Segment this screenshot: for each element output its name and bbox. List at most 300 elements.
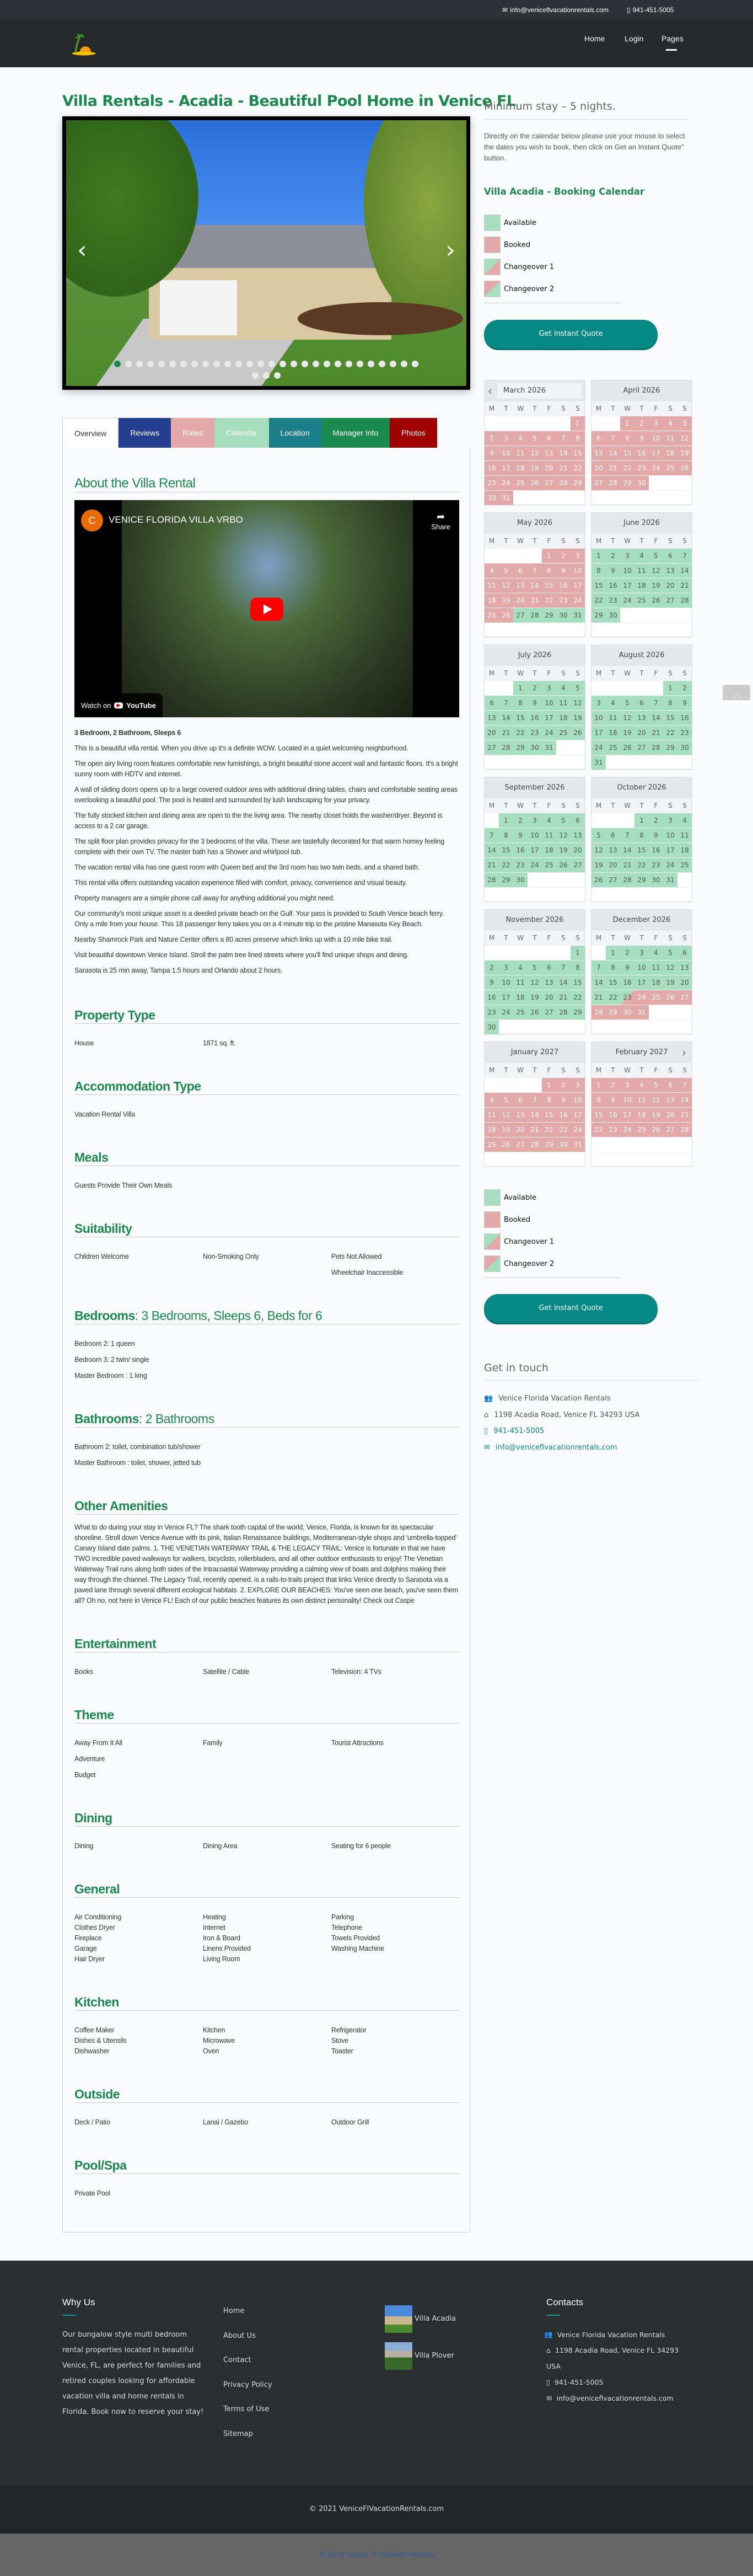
- calendar-day[interactable]: 16: [556, 1108, 571, 1123]
- calendar-day[interactable]: 29: [513, 740, 528, 755]
- calendar-day[interactable]: 31: [591, 755, 606, 770]
- calendar-day[interactable]: 8: [499, 828, 513, 843]
- calendar-day[interactable]: 14: [499, 711, 513, 726]
- calendar-day[interactable]: 22: [571, 990, 585, 1005]
- tab-manager-info[interactable]: Manager Info: [321, 418, 390, 448]
- calendar-day[interactable]: 7: [677, 549, 692, 564]
- calendar-day[interactable]: 3: [649, 416, 663, 431]
- calendar-day[interactable]: 2: [620, 946, 634, 960]
- calendar-day[interactable]: 17: [571, 1108, 585, 1123]
- calendar-day[interactable]: 26: [528, 476, 542, 491]
- calendar-day[interactable]: 17: [634, 975, 649, 990]
- calendar-day[interactable]: 20: [634, 726, 649, 740]
- gallery-dot[interactable]: [147, 361, 154, 367]
- gallery-dot[interactable]: [191, 361, 198, 367]
- calendar-day[interactable]: 20: [677, 975, 692, 990]
- bottom-copyright-link[interactable]: © 2026 Venice Fl Vacation Rentals: [0, 2534, 753, 2576]
- footer-link-sitemap[interactable]: Sitemap: [223, 2426, 368, 2451]
- calendar-day[interactable]: 4: [649, 946, 663, 960]
- calendar-day[interactable]: 10: [499, 975, 513, 990]
- calendar-day[interactable]: 21: [649, 726, 663, 740]
- calendar-day[interactable]: 30: [606, 608, 620, 623]
- calendar-day[interactable]: 9: [485, 446, 499, 461]
- calendar-day[interactable]: 3: [571, 549, 585, 564]
- calendar-day[interactable]: 1: [571, 946, 585, 960]
- calendar-day[interactable]: 24: [499, 476, 513, 491]
- gallery-dot[interactable]: [313, 361, 319, 367]
- calendar-day[interactable]: 9: [513, 828, 528, 843]
- tab-calendar[interactable]: Calendar: [214, 418, 269, 448]
- calendar-day[interactable]: 12: [620, 711, 634, 726]
- calendar-day[interactable]: 17: [620, 1108, 634, 1123]
- calendar-day[interactable]: 8: [513, 696, 528, 711]
- calendar-day[interactable]: 31: [571, 608, 585, 623]
- calendar-day[interactable]: 30: [649, 873, 663, 888]
- calendar-day[interactable]: 5: [528, 431, 542, 446]
- calendar-day[interactable]: 27: [571, 858, 585, 873]
- calendar-day[interactable]: 21: [677, 578, 692, 593]
- calendar-day[interactable]: 1: [542, 1078, 556, 1093]
- calendar-day[interactable]: 26: [663, 990, 677, 1005]
- calendar-day[interactable]: 28: [528, 608, 542, 623]
- calendar-day[interactable]: 15: [663, 711, 677, 726]
- calendar-day[interactable]: 4: [634, 549, 649, 564]
- footer-villa-link[interactable]: [385, 2301, 530, 2337]
- calendar-day[interactable]: 5: [556, 813, 571, 828]
- calendar-day[interactable]: 25: [677, 858, 692, 873]
- calendar-day[interactable]: 18: [606, 726, 620, 740]
- calendar-day[interactable]: 19: [663, 975, 677, 990]
- calendar-day[interactable]: 9: [634, 431, 649, 446]
- calendar-day[interactable]: 5: [499, 564, 513, 578]
- calendar-day[interactable]: 26: [499, 1137, 513, 1152]
- calendar-day[interactable]: 20: [663, 1108, 677, 1123]
- calendar-day[interactable]: 8: [634, 828, 649, 843]
- calendar-day[interactable]: 26: [571, 726, 585, 740]
- calendar-day[interactable]: 26: [649, 1123, 663, 1137]
- calendar-day[interactable]: 11: [663, 431, 677, 446]
- calendar-day[interactable]: 15: [634, 843, 649, 858]
- calendar-day[interactable]: 14: [591, 975, 606, 990]
- gallery-dot[interactable]: [257, 361, 264, 367]
- calendar-day[interactable]: 19: [528, 990, 542, 1005]
- footer-email-link[interactable]: ✉ info@veniceflvacationrentals.com: [546, 2394, 674, 2402]
- calendar-day[interactable]: 11: [634, 564, 649, 578]
- calendar-day[interactable]: 25: [606, 740, 620, 755]
- calendar-day[interactable]: 28: [677, 593, 692, 608]
- calendar-day[interactable]: 22: [634, 858, 649, 873]
- calendar-day[interactable]: 22: [542, 1123, 556, 1137]
- calendar-day[interactable]: 18: [634, 1108, 649, 1123]
- calendar-day[interactable]: 22: [542, 593, 556, 608]
- calendar-day[interactable]: 30: [620, 1005, 634, 1020]
- calendar-day[interactable]: 23: [556, 593, 571, 608]
- calendar-day[interactable]: 7: [649, 696, 663, 711]
- calendar-day[interactable]: 18: [542, 843, 556, 858]
- calendar-day[interactable]: 13: [663, 1093, 677, 1108]
- calendar-day[interactable]: 10: [620, 1093, 634, 1108]
- calendar-day[interactable]: 28: [649, 740, 663, 755]
- calendar-day[interactable]: 22: [571, 461, 585, 476]
- calendar-day[interactable]: 3: [620, 549, 634, 564]
- palm-island-logo[interactable]: [63, 34, 98, 56]
- calendar-day[interactable]: 31: [571, 1137, 585, 1152]
- calendar-day[interactable]: 30: [556, 1137, 571, 1152]
- calendar-day[interactable]: 24: [571, 593, 585, 608]
- calendar-day[interactable]: 12: [649, 1093, 663, 1108]
- calendar-day[interactable]: 6: [485, 696, 499, 711]
- calendar-day[interactable]: 7: [677, 1078, 692, 1093]
- calendar-day[interactable]: 9: [606, 564, 620, 578]
- calendar-day[interactable]: 1: [542, 549, 556, 564]
- gallery-dot[interactable]: [291, 361, 297, 367]
- calendar-day[interactable]: 29: [663, 740, 677, 755]
- calendar-day[interactable]: 31: [663, 873, 677, 888]
- gallery-dot[interactable]: [368, 361, 374, 367]
- calendar-day[interactable]: 3: [528, 813, 542, 828]
- calendar-day[interactable]: 16: [677, 711, 692, 726]
- play-button[interactable]: [250, 598, 283, 621]
- calendar-day[interactable]: 10: [571, 1093, 585, 1108]
- topbar-email-link[interactable]: ✉ info@veniceflvacationrentals.com: [502, 6, 609, 14]
- calendar-day[interactable]: 15: [571, 446, 585, 461]
- gallery-dot[interactable]: [180, 361, 187, 367]
- next-month-arrow-icon[interactable]: ›: [682, 1046, 686, 1059]
- calendar-day[interactable]: 27: [634, 740, 649, 755]
- calendar-day[interactable]: 2: [485, 431, 499, 446]
- calendar-day[interactable]: 13: [542, 446, 556, 461]
- calendar-day[interactable]: 7: [499, 696, 513, 711]
- calendar-day[interactable]: 5: [499, 1093, 513, 1108]
- gallery-dot[interactable]: [335, 361, 341, 367]
- calendar-day[interactable]: 26: [620, 740, 634, 755]
- gallery-dot[interactable]: [252, 372, 259, 379]
- calendar-day[interactable]: 6: [591, 431, 606, 446]
- calendar-day[interactable]: 6: [663, 549, 677, 564]
- calendar-day[interactable]: 2: [677, 681, 692, 696]
- gallery-dot[interactable]: [401, 361, 407, 367]
- calendar-day[interactable]: 27: [663, 1123, 677, 1137]
- calendar-day[interactable]: 8: [620, 431, 634, 446]
- calendar-day[interactable]: 20: [606, 858, 620, 873]
- gallery-prev-arrow[interactable]: ‹: [77, 236, 87, 264]
- calendar-day[interactable]: 24: [499, 1005, 513, 1020]
- calendar-day[interactable]: 30: [634, 476, 649, 491]
- calendar-day[interactable]: 30: [528, 740, 542, 755]
- calendar-day[interactable]: 16: [620, 975, 634, 990]
- gallery-dot[interactable]: [302, 361, 308, 367]
- calendar-day[interactable]: 24: [634, 990, 649, 1005]
- calendar-day[interactable]: 14: [649, 711, 663, 726]
- gallery-dot[interactable]: [246, 361, 253, 367]
- contact-email-link[interactable]: ✉ info@veniceflvacationrentals.com: [484, 1443, 617, 1452]
- gallery-dot[interactable]: [114, 361, 121, 367]
- calendar-day[interactable]: 2: [649, 813, 663, 828]
- calendar-day[interactable]: 21: [677, 1108, 692, 1123]
- calendar-day[interactable]: 10: [634, 960, 649, 975]
- calendar-day[interactable]: 8: [663, 696, 677, 711]
- calendar-day[interactable]: 11: [513, 446, 528, 461]
- calendar-day[interactable]: 15: [606, 975, 620, 990]
- gallery-dot[interactable]: [346, 361, 352, 367]
- calendar-day[interactable]: 25: [513, 476, 528, 491]
- calendar-day[interactable]: 28: [606, 476, 620, 491]
- calendar-day[interactable]: 19: [649, 1108, 663, 1123]
- calendar-day[interactable]: 20: [513, 593, 528, 608]
- calendar-day[interactable]: 27: [606, 873, 620, 888]
- calendar-day[interactable]: 25: [649, 990, 663, 1005]
- calendar-day[interactable]: 8: [571, 431, 585, 446]
- calendar-day[interactable]: 26: [499, 608, 513, 623]
- calendar-day[interactable]: 22: [663, 726, 677, 740]
- calendar-day[interactable]: 27: [513, 608, 528, 623]
- calendar-day[interactable]: 28: [556, 1005, 571, 1020]
- calendar-day[interactable]: 15: [542, 578, 556, 593]
- calendar-day[interactable]: 7: [620, 828, 634, 843]
- calendar-day[interactable]: 4: [606, 696, 620, 711]
- calendar-day[interactable]: 6: [513, 564, 528, 578]
- calendar-day[interactable]: 12: [499, 578, 513, 593]
- calendar-day[interactable]: 12: [677, 431, 692, 446]
- calendar-day[interactable]: 10: [499, 446, 513, 461]
- calendar-day[interactable]: 3: [499, 431, 513, 446]
- tab-reviews[interactable]: Reviews: [119, 418, 171, 448]
- calendar-day[interactable]: 14: [485, 843, 499, 858]
- contact-phone-link[interactable]: ▯ 941-451-5005: [484, 1427, 545, 1436]
- calendar-day[interactable]: 17: [499, 990, 513, 1005]
- calendar-day[interactable]: 12: [591, 843, 606, 858]
- calendar-day[interactable]: 7: [528, 1093, 542, 1108]
- calendar-day[interactable]: 20: [663, 578, 677, 593]
- calendar-day[interactable]: 9: [677, 696, 692, 711]
- calendar-day[interactable]: 26: [677, 461, 692, 476]
- calendar-day[interactable]: 1: [571, 416, 585, 431]
- calendar-day[interactable]: 28: [485, 873, 499, 888]
- calendar-day[interactable]: 26: [528, 1005, 542, 1020]
- calendar-day[interactable]: 24: [591, 740, 606, 755]
- calendar-day[interactable]: 26: [649, 593, 663, 608]
- calendar-day[interactable]: 5: [663, 946, 677, 960]
- calendar-day[interactable]: 15: [513, 711, 528, 726]
- calendar-day[interactable]: 27: [542, 476, 556, 491]
- calendar-day[interactable]: 8: [606, 960, 620, 975]
- calendar-day[interactable]: 19: [591, 858, 606, 873]
- video-player[interactable]: [74, 500, 459, 717]
- calendar-day[interactable]: 22: [591, 1123, 606, 1137]
- calendar-day[interactable]: 1: [591, 549, 606, 564]
- calendar-day[interactable]: 6: [606, 828, 620, 843]
- calendar-day[interactable]: 19: [528, 461, 542, 476]
- calendar-day[interactable]: 5: [677, 416, 692, 431]
- calendar-day[interactable]: 2: [606, 549, 620, 564]
- calendar-day[interactable]: 24: [620, 1123, 634, 1137]
- calendar-day[interactable]: 12: [649, 564, 663, 578]
- calendar-day[interactable]: 10: [591, 711, 606, 726]
- calendar-day[interactable]: 4: [677, 813, 692, 828]
- footer-phone-link[interactable]: ▯ 941-451-5005: [546, 2378, 604, 2386]
- villa-thumbnail[interactable]: [385, 2305, 412, 2333]
- calendar-day[interactable]: 6: [634, 696, 649, 711]
- calendar-day[interactable]: 19: [649, 578, 663, 593]
- calendar-day[interactable]: 28: [499, 740, 513, 755]
- calendar-day[interactable]: 23: [649, 858, 663, 873]
- calendar-day[interactable]: 21: [591, 990, 606, 1005]
- get-instant-quote-button-bottom[interactable]: Get Instant Quote: [484, 1294, 658, 1323]
- calendar-day[interactable]: 6: [663, 1078, 677, 1093]
- calendar-day[interactable]: 12: [528, 446, 542, 461]
- calendar-day[interactable]: 18: [677, 843, 692, 858]
- calendar-day[interactable]: 22: [499, 858, 513, 873]
- villa-thumbnail[interactable]: [385, 2342, 412, 2370]
- calendar-day[interactable]: 11: [485, 1108, 499, 1123]
- calendar-day[interactable]: 2: [556, 1078, 571, 1093]
- calendar-day[interactable]: 5: [649, 549, 663, 564]
- calendar-day[interactable]: 13: [634, 711, 649, 726]
- calendar-day[interactable]: 16: [606, 1108, 620, 1123]
- calendar-day[interactable]: 22: [620, 461, 634, 476]
- watch-on-youtube-link[interactable]: Watch on ▶ YouTube: [74, 693, 163, 717]
- calendar-day[interactable]: 11: [485, 578, 499, 593]
- calendar-day[interactable]: 28: [620, 873, 634, 888]
- calendar-day[interactable]: 15: [591, 1108, 606, 1123]
- calendar-day[interactable]: 1: [513, 681, 528, 696]
- calendar-day[interactable]: 22: [513, 726, 528, 740]
- calendar-day[interactable]: 23: [606, 1123, 620, 1137]
- calendar-day[interactable]: 23: [485, 476, 499, 491]
- calendar-day[interactable]: 10: [620, 564, 634, 578]
- calendar-day[interactable]: 15: [571, 975, 585, 990]
- calendar-day[interactable]: 21: [485, 858, 499, 873]
- calendar-day[interactable]: 2: [556, 549, 571, 564]
- gallery-dot[interactable]: [357, 361, 363, 367]
- calendar-day[interactable]: 9: [556, 564, 571, 578]
- calendar-day[interactable]: 2: [634, 416, 649, 431]
- gallery-dot[interactable]: [274, 372, 281, 379]
- calendar-day[interactable]: 16: [649, 843, 663, 858]
- calendar-day[interactable]: 12: [571, 696, 585, 711]
- calendar-day[interactable]: 7: [556, 960, 571, 975]
- calendar-day[interactable]: 23: [620, 990, 634, 1005]
- calendar-day[interactable]: 15: [620, 446, 634, 461]
- calendar-day[interactable]: 27: [663, 593, 677, 608]
- calendar-day[interactable]: 11: [634, 1093, 649, 1108]
- calendar-day[interactable]: 14: [528, 578, 542, 593]
- calendar-day[interactable]: 17: [663, 843, 677, 858]
- calendar-day[interactable]: 1: [591, 1078, 606, 1093]
- calendar-day[interactable]: 3: [542, 681, 556, 696]
- calendar-day[interactable]: 11: [649, 960, 663, 975]
- calendar-day[interactable]: 21: [499, 726, 513, 740]
- calendar-day[interactable]: 14: [677, 1093, 692, 1108]
- calendar-day[interactable]: 1: [499, 813, 513, 828]
- calendar-day[interactable]: 29: [606, 1005, 620, 1020]
- calendar-day[interactable]: 2: [606, 1078, 620, 1093]
- calendar-day[interactable]: 1: [663, 681, 677, 696]
- calendar-day[interactable]: 29: [634, 873, 649, 888]
- footer-link-about-us[interactable]: About Us: [223, 2328, 368, 2353]
- calendar-day[interactable]: 3: [634, 946, 649, 960]
- tab-photos[interactable]: Photos: [390, 418, 437, 448]
- calendar-day[interactable]: 28: [591, 1005, 606, 1020]
- calendar-day[interactable]: 27: [677, 990, 692, 1005]
- calendar-day[interactable]: 19: [620, 726, 634, 740]
- calendar-day[interactable]: 27: [513, 1137, 528, 1152]
- calendar-day[interactable]: 6: [542, 431, 556, 446]
- calendar-day[interactable]: 17: [649, 446, 663, 461]
- nav-login[interactable]: Login: [625, 34, 644, 43]
- calendar-day[interactable]: 14: [528, 1108, 542, 1123]
- calendar-day[interactable]: 25: [556, 726, 571, 740]
- calendar-day[interactable]: 9: [556, 1093, 571, 1108]
- gallery-dot[interactable]: [412, 361, 418, 367]
- calendar-day[interactable]: 4: [556, 681, 571, 696]
- calendar-day[interactable]: 23: [677, 726, 692, 740]
- calendar-day[interactable]: 28: [556, 476, 571, 491]
- calendar-day[interactable]: 22: [591, 593, 606, 608]
- tab-rates[interactable]: Rates: [171, 418, 214, 448]
- calendar-day[interactable]: 17: [542, 711, 556, 726]
- calendar-day[interactable]: 28: [528, 1137, 542, 1152]
- calendar-day[interactable]: 16: [606, 578, 620, 593]
- calendar-day[interactable]: 13: [606, 843, 620, 858]
- calendar-day[interactable]: 24: [663, 858, 677, 873]
- calendar-day[interactable]: 21: [556, 990, 571, 1005]
- calendar-day[interactable]: 23: [513, 858, 528, 873]
- gallery-dot[interactable]: [158, 361, 165, 367]
- calendar-day[interactable]: 5: [571, 681, 585, 696]
- calendar-day[interactable]: 6: [677, 946, 692, 960]
- calendar-day[interactable]: 4: [513, 960, 528, 975]
- calendar-day[interactable]: 21: [528, 593, 542, 608]
- calendar-day[interactable]: 19: [677, 446, 692, 461]
- calendar-day[interactable]: 8: [591, 1093, 606, 1108]
- gallery-dot[interactable]: [263, 372, 270, 379]
- calendar-day[interactable]: 10: [542, 696, 556, 711]
- nav-pages[interactable]: Pages: [661, 34, 684, 43]
- calendar-day[interactable]: 15: [591, 578, 606, 593]
- calendar-day[interactable]: 13: [485, 711, 499, 726]
- calendar-day[interactable]: 3: [591, 696, 606, 711]
- topbar-phone-link[interactable]: ▯ 941-451-5005: [627, 6, 674, 14]
- gallery-dot[interactable]: [235, 361, 242, 367]
- gallery-dot[interactable]: [125, 361, 132, 367]
- gallery-dot[interactable]: [324, 361, 330, 367]
- calendar-day[interactable]: 14: [556, 446, 571, 461]
- calendar-day[interactable]: 16: [634, 446, 649, 461]
- calendar-day[interactable]: 5: [649, 1078, 663, 1093]
- calendar-day[interactable]: 26: [556, 858, 571, 873]
- calendar-day[interactable]: 20: [571, 843, 585, 858]
- calendar-day[interactable]: 10: [571, 564, 585, 578]
- gallery-dot[interactable]: [202, 361, 209, 367]
- calendar-day[interactable]: 25: [485, 1137, 499, 1152]
- calendar-day[interactable]: 31: [542, 740, 556, 755]
- calendar-day[interactable]: 4: [663, 416, 677, 431]
- calendar-day[interactable]: 26: [591, 873, 606, 888]
- calendar-day[interactable]: 9: [485, 975, 499, 990]
- calendar-day[interactable]: 19: [499, 1123, 513, 1137]
- tab-location[interactable]: Location: [269, 418, 321, 448]
- calendar-day[interactable]: 18: [649, 975, 663, 990]
- gallery-dot[interactable]: [169, 361, 176, 367]
- calendar-day[interactable]: 14: [556, 975, 571, 990]
- calendar-day[interactable]: 24: [571, 1123, 585, 1137]
- calendar-day[interactable]: 17: [499, 461, 513, 476]
- calendar-day[interactable]: 4: [634, 1078, 649, 1093]
- calendar-day[interactable]: 18: [485, 593, 499, 608]
- calendar-day[interactable]: 7: [528, 564, 542, 578]
- calendar-day[interactable]: 16: [528, 711, 542, 726]
